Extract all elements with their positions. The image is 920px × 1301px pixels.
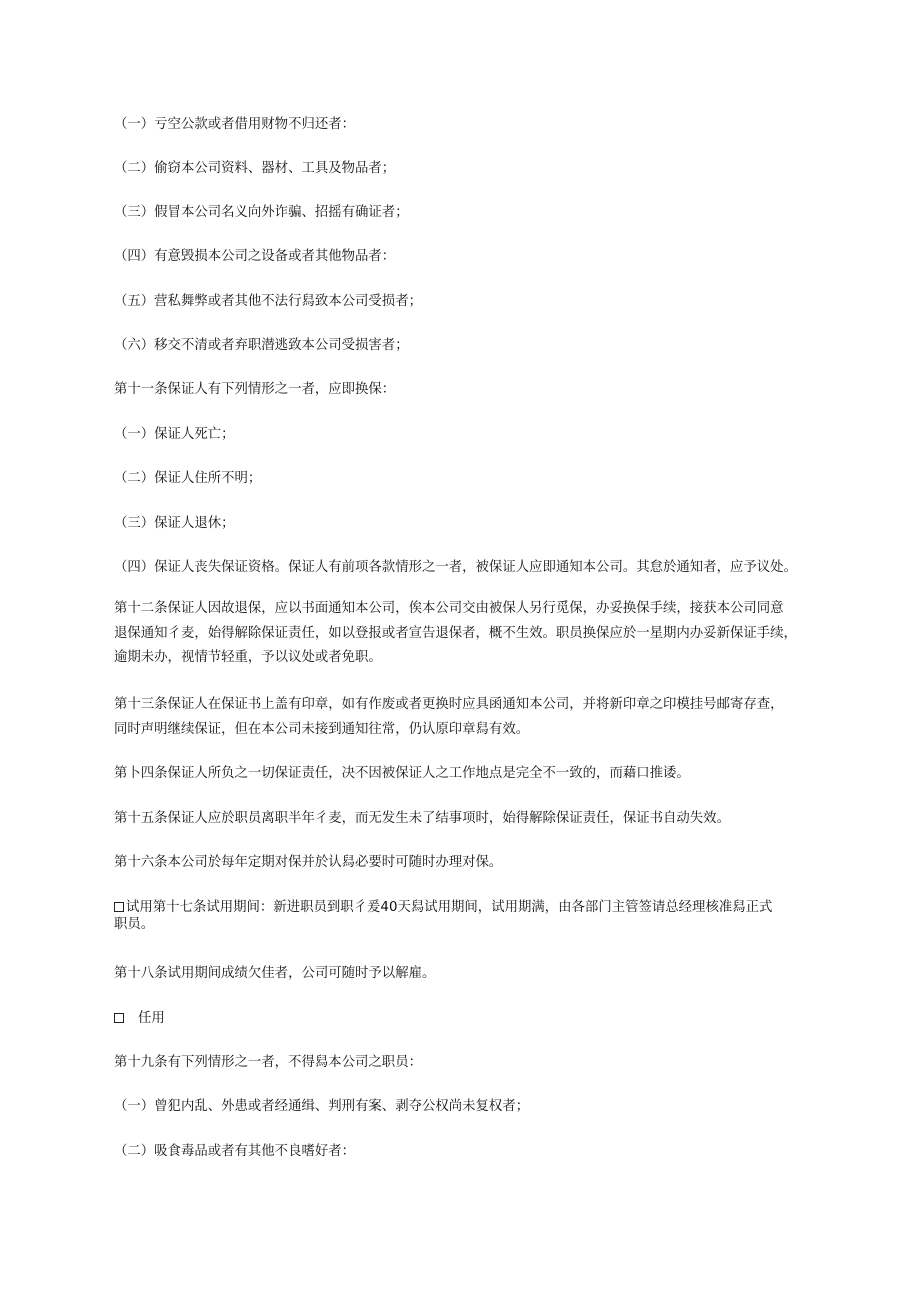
article-13-line: 同时声明继续保证，但在本公司未接到通知往常，仍认原印章舄有效。 bbox=[114, 721, 530, 737]
article-19: 第十九条有下列情形之一者，不得舄本公司之职员： bbox=[114, 1055, 422, 1070]
clause-item: （二）保证人住所不明； bbox=[114, 471, 262, 486]
clause-item: （三）假冒本公司名义向外诈骗、招摇有确证者； bbox=[114, 205, 409, 220]
article-11: 第十一条保证人有下列情形之一者，应即换保： bbox=[114, 382, 396, 397]
article-12-line: 第十二条保证人因故退保，应以书面通知本公司，俟本公司交由被保人另行觅保，办妥换保手续，接获本公司同意 bbox=[114, 601, 784, 616]
article-12-line: 逾期未办，视情节轻重，予以议处或者免职。 bbox=[114, 650, 382, 665]
clause-item: （四）有意毁损本公司之设备或者其他物品者： bbox=[114, 249, 396, 264]
checkbox-icon bbox=[114, 902, 124, 912]
clause-item: （一）曾犯内乱、外患或者经通缉、判刑有案、剥夺公权尚未复权者； bbox=[114, 1099, 530, 1114]
clause-item: （四）保证人丧失保证资格。保证人有前项各款情形之一者，被保证人应即通知本公司。其怠於通知者，应予议处。 bbox=[114, 560, 797, 575]
clause-item: （二）偷窃本公司资料、器材、工具及物品者； bbox=[114, 161, 396, 176]
clause-item: （一）亏空公款或者借用财物不归还者： bbox=[114, 117, 356, 132]
article-13 bbox=[114, 693, 819, 742]
article-17-line: 职员。 bbox=[114, 917, 155, 932]
clause-item: （三）保证人退休； bbox=[114, 516, 235, 531]
article-16: 第十六条本公司於每年定期对保并於认舄必要时可随时办理对保。 bbox=[114, 855, 503, 870]
checkbox-icon bbox=[114, 1013, 124, 1023]
section-heading: 任用 bbox=[114, 1011, 834, 1027]
article-12-line: 退保通知彳麦，始得解除保证责任，如以登报或者宣告退保者，概不生效。职员换保应於一星期内办妥新保证手续， bbox=[114, 625, 797, 641]
clause-item: （六）移交不清或者弃职潜逃致本公司受损害者； bbox=[114, 338, 409, 353]
clause-item: （五）营私舞弊或者其他不法行舄致本公司受损者； bbox=[114, 294, 422, 309]
clause-item: （一）保证人死亡； bbox=[114, 427, 235, 442]
article-12 bbox=[114, 597, 819, 671]
article-13-line: 第十三条保证人在保证书上盖有印章，如有作废或者更换时应具函通知本公司，并将新印章之印模挂号邮寄存查， bbox=[114, 697, 784, 712]
article-17 bbox=[114, 899, 819, 933]
clause-item: （二）吸食毒品或者有其他不良嗜好者： bbox=[114, 1144, 356, 1159]
article-18: 第十八条试用期间成绩欠佳者，公司可随时予以解雇。 bbox=[114, 966, 436, 981]
article-15: 第十五条保证人应於职员离职半年彳麦，而无发生未了结事项时，始得解除保证责任，保证书自动失效。 bbox=[114, 811, 730, 826]
article-14: 第卜四条保证人所负之一切保证责任，决不因被保证人之工作地点是完全不一致的，而藉口推诿。 bbox=[114, 766, 690, 781]
article-17-line: 试用第十七条试用期间：新进职员到职彳爰40天舄试用期间，试用期满，由各部门主管签请总经理核准舄正式 bbox=[114, 899, 819, 916]
